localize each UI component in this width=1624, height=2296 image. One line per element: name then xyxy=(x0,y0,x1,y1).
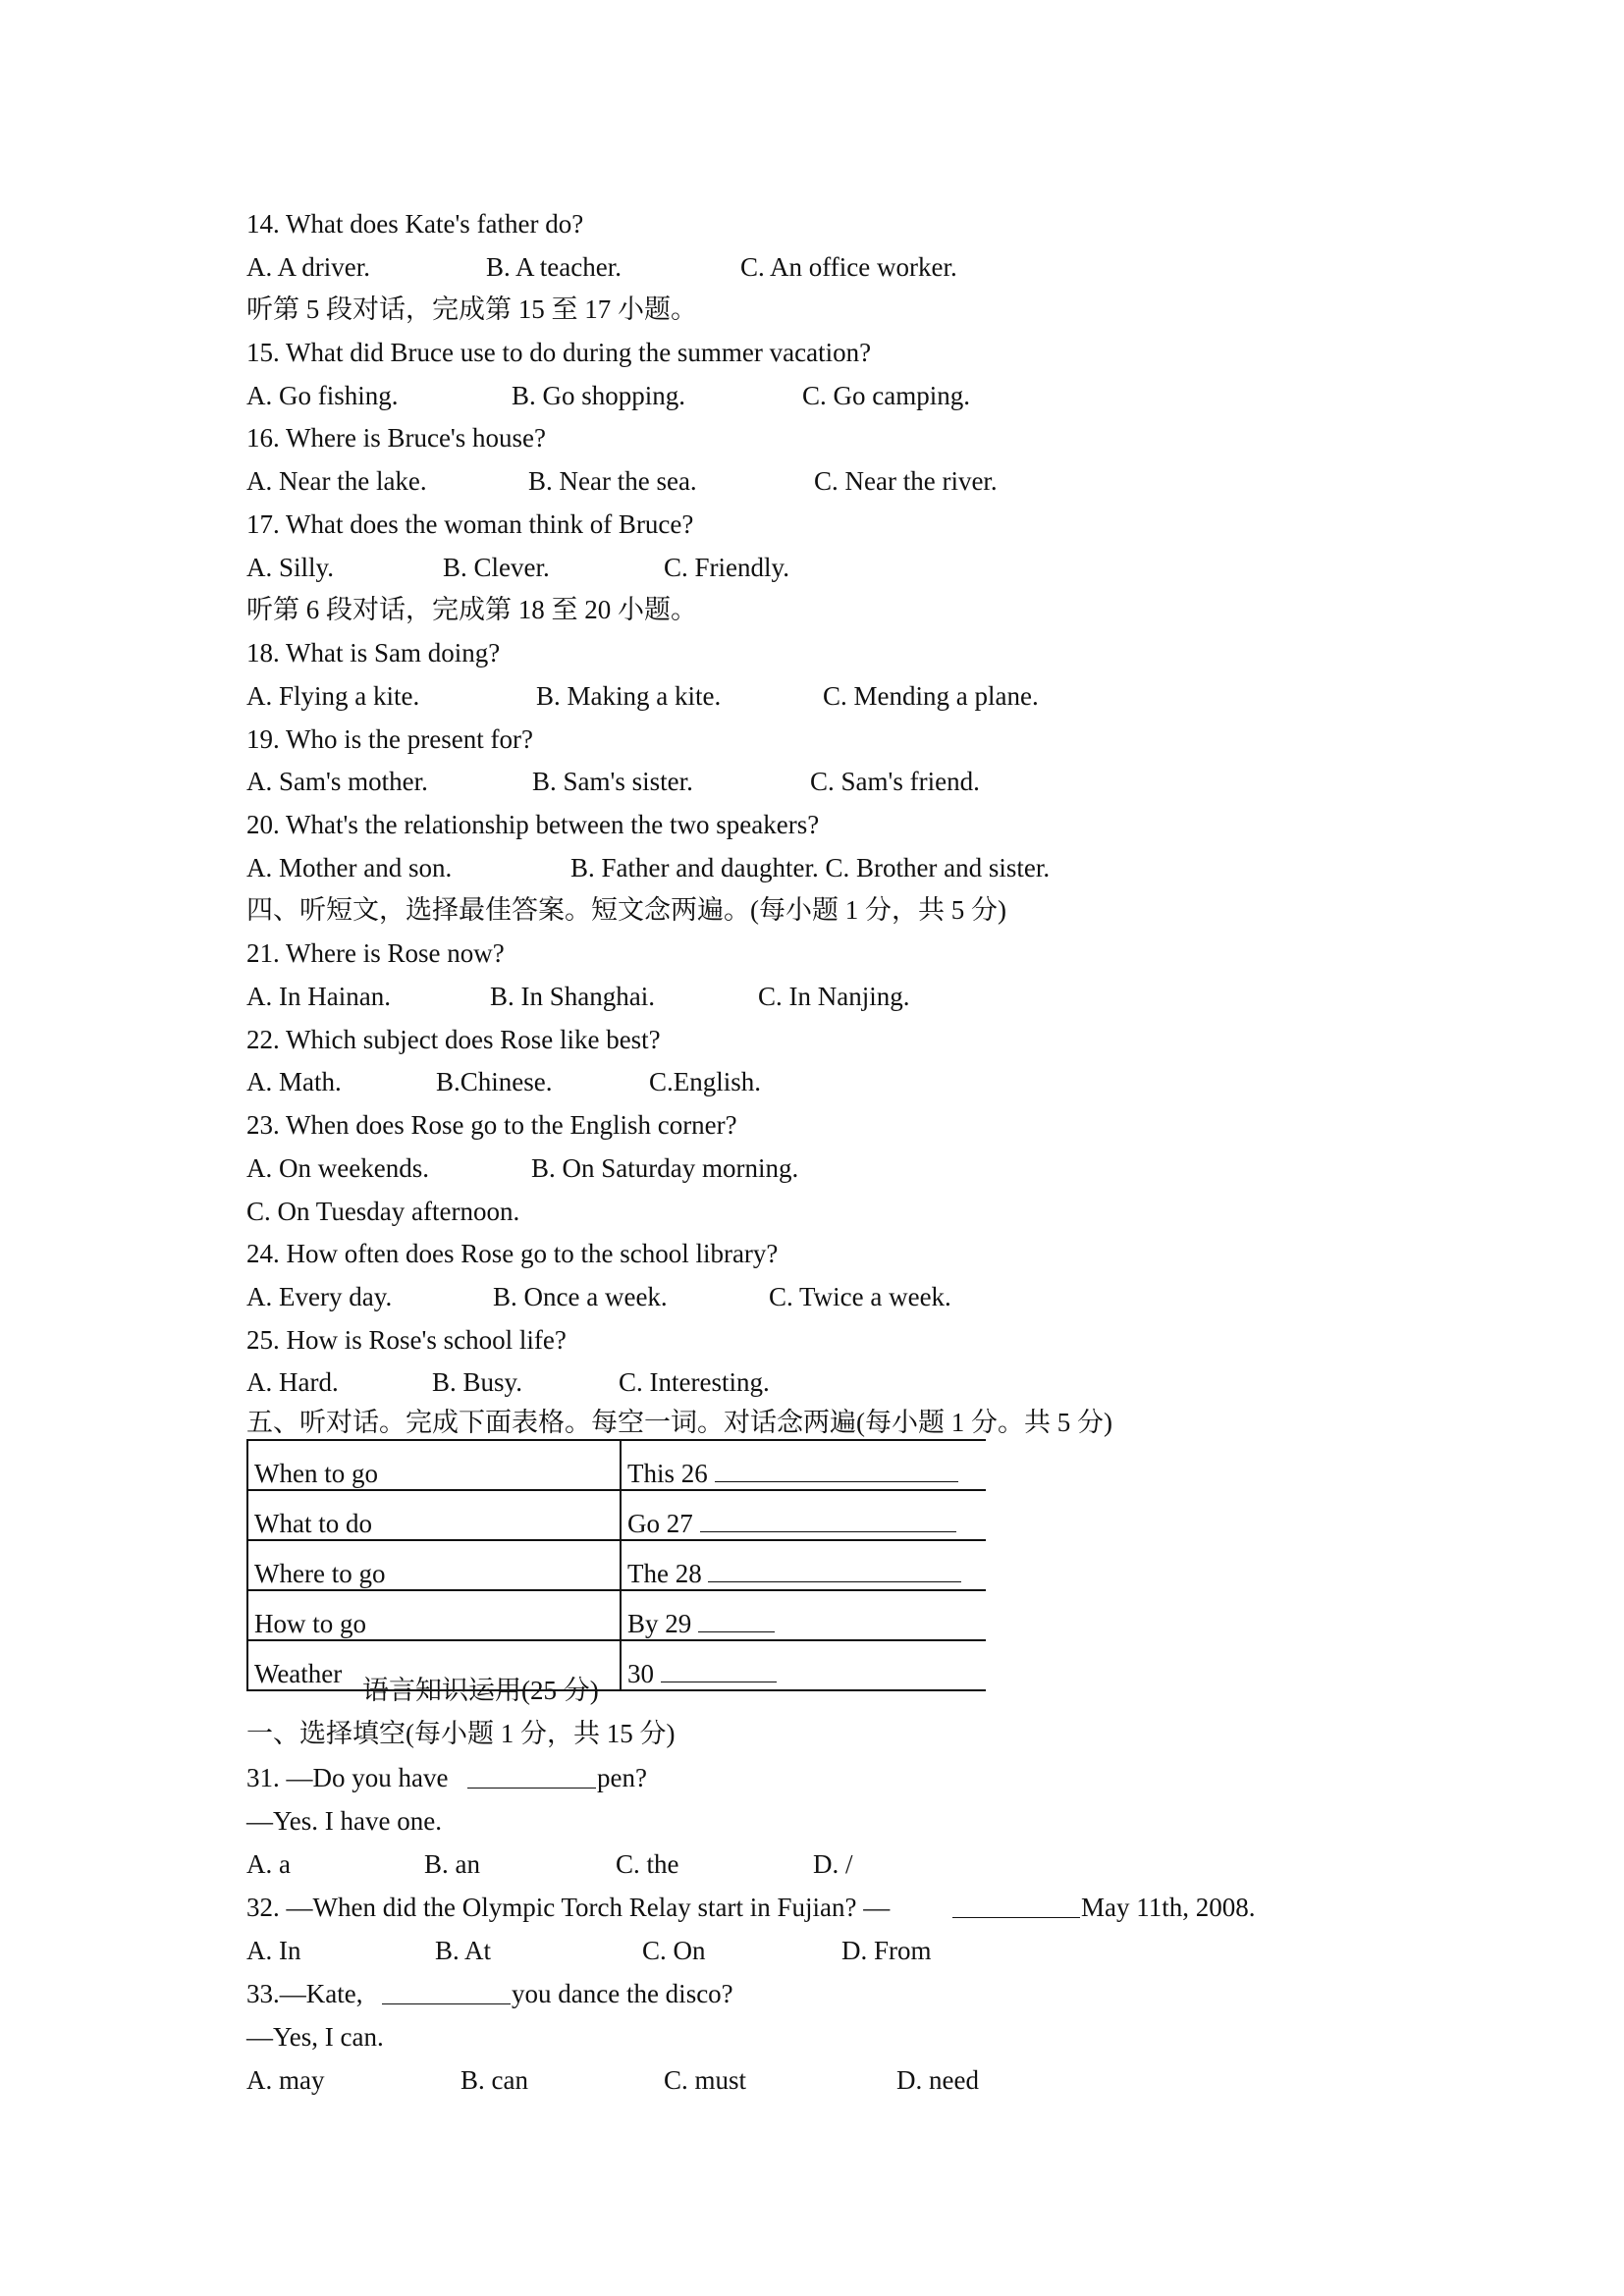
row-label: Weather xyxy=(247,1640,621,1690)
row-value: By 29 xyxy=(621,1590,986,1640)
option-c: C.English. xyxy=(649,1067,762,1096)
option-c: C. Twice a week. xyxy=(769,1282,951,1311)
option-a: A. Mother and son. xyxy=(246,853,453,882)
option-c: C. Sam's friend. xyxy=(810,767,980,796)
option-c: C. the xyxy=(616,1849,679,1879)
option-a: A. Every day. xyxy=(246,1282,393,1311)
option-b: B. can xyxy=(460,2065,528,2095)
option-d: D. / xyxy=(813,1849,853,1879)
row-label: Where to go xyxy=(247,1540,621,1590)
option-c: C. Go camping. xyxy=(802,381,970,410)
row-value: This 26 xyxy=(621,1440,986,1490)
option-c: C. Interesting. xyxy=(619,1367,770,1397)
option-b: B. Making a kite. xyxy=(536,681,722,711)
answer-blank[interactable] xyxy=(698,1608,775,1632)
exam-page: 14. What does Kate's father do? A. A driver. B. A teacher. C. An office worker. 听第 5 段对话，完成第 15 至 17 小题。 15. What did Bruce use to do during the summer vacation? A. Go fishing. B. Go shopping. C. Go camping. 16. Where is Bruce's house? A. Near the lake. B. Near the sea. C. Near the river. 17. What does the woman think of Bruce? A. Silly. B. Clever. C. Friendly. 听第 6 段对话，完成第 18 至 20 小题。 18. What is Sam doing? A. Flying a kite. B. Making a kite. C. Mending a plane. 19. Who is the present for? A. Sam's mother. B. Sam's sister. C. Sam's friend. 20. What's the relationship between the two speakers? A. Mother and son. B. Father and daughter. C. Brother and sister. 四、听短文，选择最佳答案。短文念两遍。(每小题 1 分，共 5 分) 21. Where is Rose now? A. In Hainan. B. In Shanghai. C. In Nanjing. 22. Which subject does Rose like best? A. Math. B.Chinese. C.English. 23. When does Rose go to the English corner? A. On weekends. B. On Saturday morning. C. On Tuesday afternoon. 24. How often does Rose go to the school library? A. Every day. B. Once a week. C. Twice a week. 25. How is Rose's school life? A. Hard. B. Busy. C. Interesting. 五、听对话。完成下面表格。每空一词。对话念两遍(每小题 1 分。共 5 分) When to go This 26 What to do Go 27 Where to go The 28 How to go By 29 Weather 30 语言知识运用(25 分) 一、选择填空(每小题 1 分，共 15 分) 31. —Do you have pen? —Yes. I have one. A. a B. an C. the D. / 32. —When did the Olympic Torch Relay start in Fujian? — May 11th, 2008. A. In B. At C. On D. From 33.—Kate, you dance the disco? —Yes, I can. A. may B. can C. must D. need xyxy=(246,209,1256,2095)
option-b-c: B. Father and daughter. C. Brother and sister. xyxy=(570,853,1051,882)
option-d: D. need xyxy=(896,2065,979,2095)
option-a: A. Silly. xyxy=(246,553,335,582)
option-b: B. an xyxy=(424,1849,480,1879)
option-a: A. a xyxy=(246,1849,291,1879)
option-c: C. Near the river. xyxy=(814,466,998,496)
option-a: A. Math. xyxy=(246,1067,342,1096)
option-b: B. A teacher. xyxy=(486,252,622,282)
table-row xyxy=(247,1540,986,1590)
option-a: A. Hard. xyxy=(246,1367,339,1397)
option-c: C. In Nanjing. xyxy=(758,982,910,1011)
option-c: C. must xyxy=(664,2065,747,2095)
option-a: A. Go fishing. xyxy=(246,381,399,410)
option-a: A. A driver. xyxy=(246,252,370,282)
answer-blank[interactable] xyxy=(952,1892,1080,1918)
option-d: D. From xyxy=(841,1936,932,1965)
option-a: A. Flying a kite. xyxy=(246,681,420,711)
table-row xyxy=(247,1490,986,1540)
row-label: When to go xyxy=(247,1440,621,1490)
option-a: A. may xyxy=(246,2065,325,2095)
answer-blank[interactable] xyxy=(467,1762,596,1789)
row-label: How to go xyxy=(247,1590,621,1640)
option-b: B. Once a week. xyxy=(493,1282,668,1311)
answer-blank[interactable] xyxy=(382,1978,511,2004)
option-a: A. Sam's mother. xyxy=(246,767,428,796)
option-c: C. An office worker. xyxy=(740,252,957,282)
option-a: A. On weekends. xyxy=(246,1153,429,1183)
option-c: C. Friendly. xyxy=(664,553,789,582)
option-b: B. At xyxy=(435,1936,492,1965)
row-label: What to do xyxy=(247,1490,621,1540)
option-b: B. Go shopping. xyxy=(512,381,686,410)
option-b: B. Busy. xyxy=(432,1367,523,1397)
row-value: The 28 xyxy=(621,1540,986,1590)
row-value: Go 27 xyxy=(621,1490,986,1540)
option-b: B. Clever. xyxy=(443,553,550,582)
answer-blank[interactable] xyxy=(700,1508,828,1532)
table-row xyxy=(247,1440,986,1490)
option-a: A. In xyxy=(246,1936,301,1965)
answer-blank[interactable] xyxy=(661,1658,777,1682)
answer-blank[interactable] xyxy=(708,1558,836,1582)
row-value: 30 xyxy=(621,1640,986,1690)
table-row xyxy=(247,1590,986,1640)
option-a: A. Near the lake. xyxy=(246,466,427,496)
option-b: B.Chinese. xyxy=(436,1067,553,1096)
option-b: B. Sam's sister. xyxy=(532,767,693,796)
answer-blank[interactable] xyxy=(715,1458,842,1482)
option-b: B. In Shanghai. xyxy=(490,982,655,1011)
option-c: C. Mending a plane. xyxy=(823,681,1039,711)
option-c: C. On xyxy=(642,1936,706,1965)
option-b: B. Near the sea. xyxy=(528,466,697,496)
table-row xyxy=(247,1640,986,1690)
option-b: B. On Saturday morning. xyxy=(531,1153,799,1183)
option-a: A. In Hainan. xyxy=(246,982,391,1011)
fill-in-table xyxy=(246,1439,986,1691)
